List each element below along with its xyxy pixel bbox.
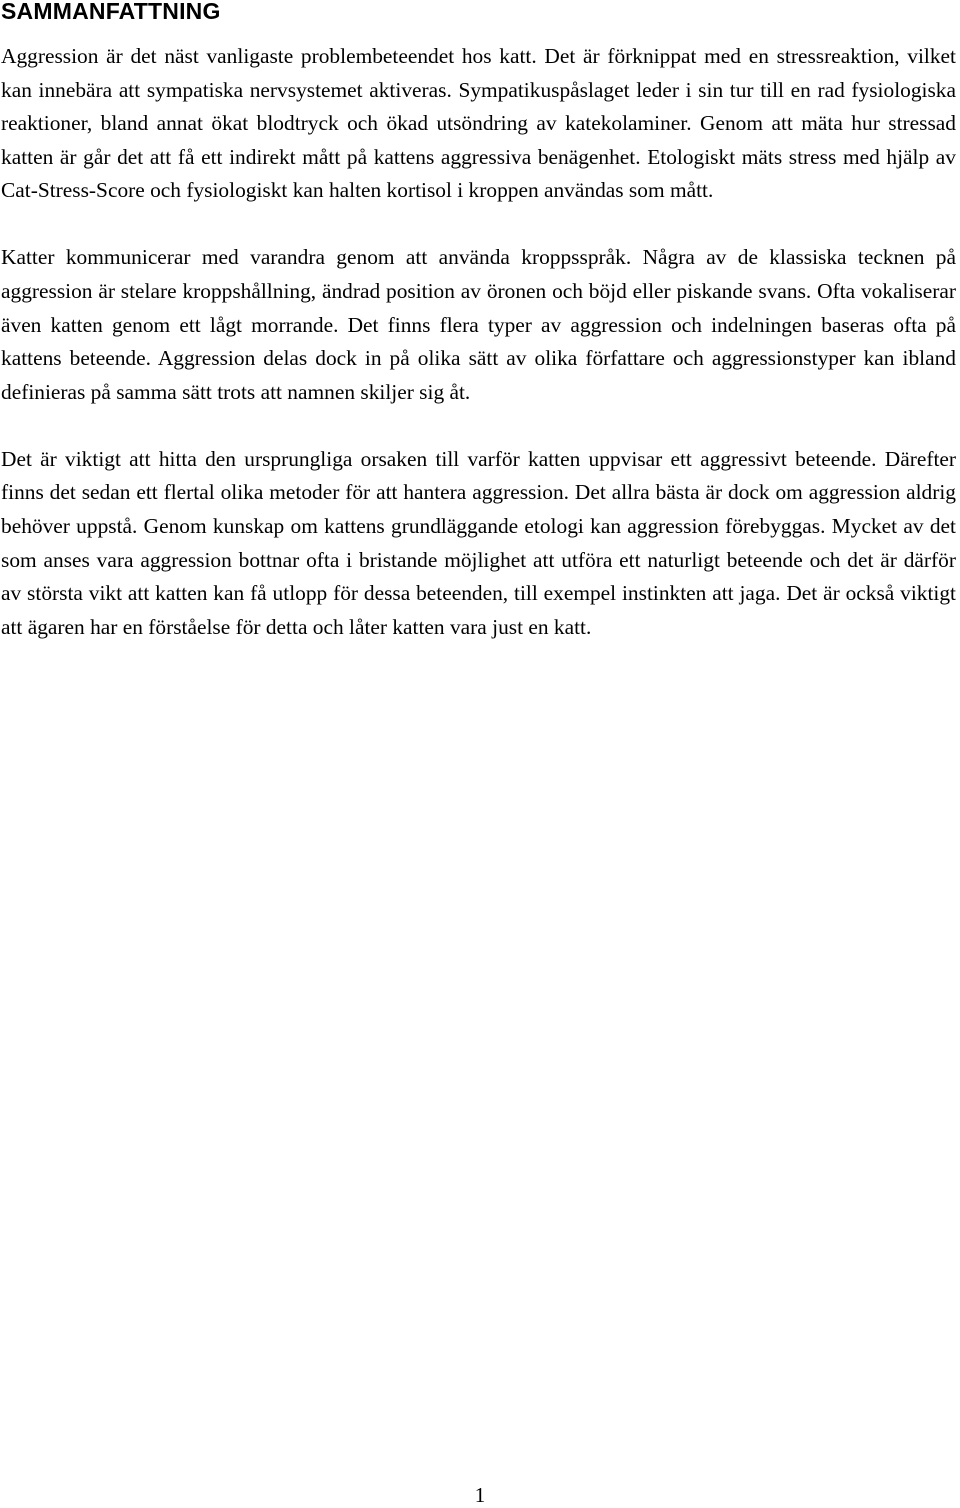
paragraph-prevention: Det är viktigt att hitta den ursprungliga orsaken till varför katten uppvisar ett aggressivt beteende. Därefter finns det sedan ett flertal olika metoder för att hantera aggression. Det allra bästa är dock om aggression aldrig behöver uppstå. Genom kunskap om kattens grundläggande etologi kan aggression förebyggas. Mycket av det som anses vara aggression bottnar ofta i bristande möjlighet att utföra ett naturligt beteende och det är därför av största vikt att katten kan få utlopp för dessa beteenden, till exempel instinkten att jaga. Det är också viktigt att ägaren har en förståelse för detta och låter katten vara just en katt. — [1, 446, 956, 639]
summary-body — [1, 40, 956, 678]
page-number: 1 — [474, 1483, 486, 1507]
paragraph-communication: Katter kommunicerar med varandra genom att använda kroppsspråk. Några av de klassiska tecknen på aggression är stelare kroppshållning, ändrad position av öronen och böjd eller piskande svans. Ofta vokaliserar även katten genom ett lågt morrande. Det finns flera typer av aggression och indelningen baseras ofta på kattens beteende. Aggression delas dock in på olika sätt av olika författare och aggressionstyper kan ibland definieras på samma sätt trots att namnen skiljer sig åt. — [1, 245, 956, 404]
paragraph-stress: Aggression är det näst vanligaste problembeteendet hos katt. Det är förknippat med en stressreaktion, vilket kan innebära att sympatiska nervsystemet aktiveras. Sympatikuspåslaget leder i sin tur till en rad fysiologiska reaktioner, bland annat ökat blodtryck och ökad utsöndring av katekolaminer. Genom att mäta hur stressad katten är går det att få ett indirekt mått på kattens aggressiva benägenhet. Etologiskt mäts stress med hjälp av Cat-Stress-Score och fysiologiskt kan halten kortisol i kroppen användas som mått. — [1, 44, 956, 203]
section-heading: SAMMANFATTNING — [1, 0, 221, 24]
